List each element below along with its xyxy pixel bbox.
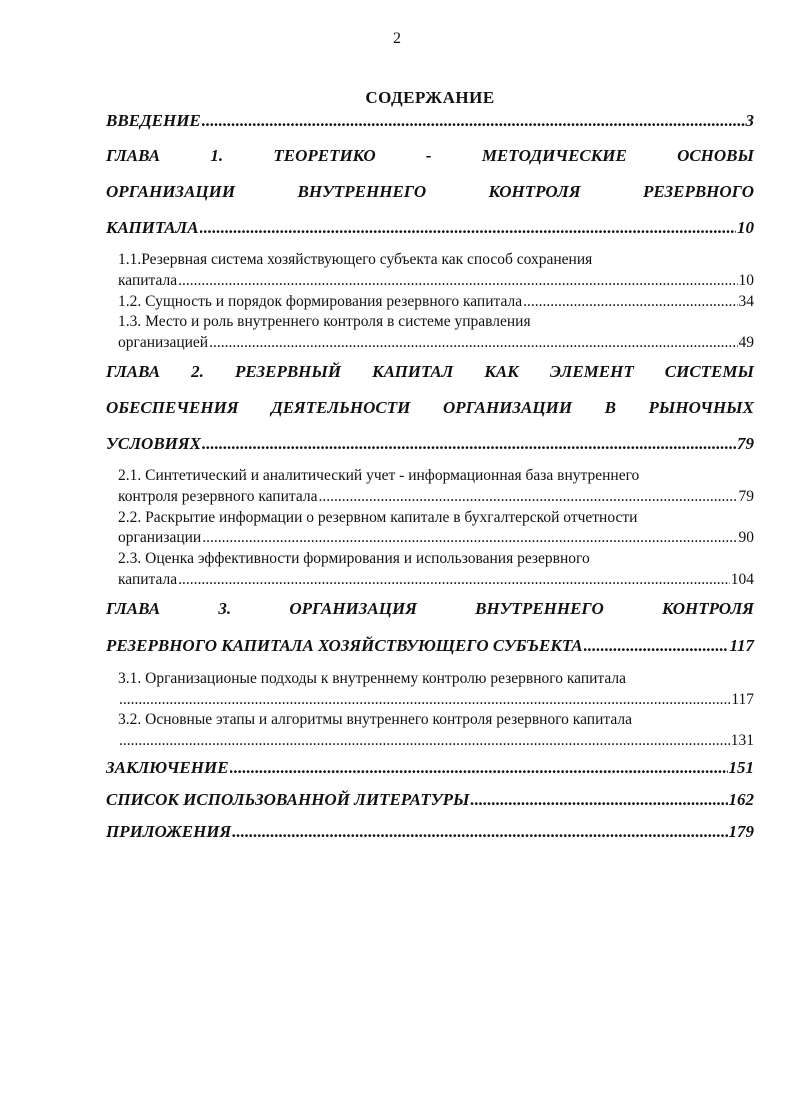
toc-entry-chapter-2[interactable] bbox=[106, 354, 754, 462]
section-title: 1.3. Место и роль внутреннего контроля в системе управления bbox=[118, 313, 531, 331]
section-page: 104 bbox=[730, 570, 754, 588]
section-title-cont: организации bbox=[118, 529, 202, 547]
dot-leader bbox=[470, 784, 727, 816]
entry-title: ЗАКЛЮЧЕНИЕ bbox=[106, 757, 229, 777]
entry-page: 162 bbox=[728, 789, 754, 809]
entry-page: 179 bbox=[728, 821, 754, 841]
dot-leader bbox=[202, 426, 736, 462]
dot-leader bbox=[119, 690, 730, 711]
entry-page: 117 bbox=[729, 635, 754, 655]
page-number: 2 bbox=[393, 30, 401, 47]
dot-leader bbox=[209, 333, 737, 354]
entry-title: СПИСОК ИСПОЛЬЗОВАННОЙ ЛИТЕРАТУРЫ bbox=[106, 789, 470, 809]
toc-section-2-2[interactable] bbox=[118, 508, 754, 550]
toc-entry-bibliography[interactable] bbox=[106, 784, 754, 816]
entry-title: ВВЕДЕНИЕ bbox=[106, 111, 201, 130]
table-of-contents bbox=[106, 108, 754, 848]
dot-leader bbox=[584, 627, 729, 665]
chapter-title-line: ОРГАНИЗАЦИИ ВНУТРЕННЕГО КОНТРОЛЯ РЕЗЕРВНОГО bbox=[106, 182, 754, 201]
chapter-title-line: КАПИТАЛА bbox=[106, 218, 199, 237]
section-page: 117 bbox=[731, 690, 754, 708]
dot-leader bbox=[523, 292, 737, 313]
section-title: 2.1. Синтетический и аналитический учет - информационная база внутреннего bbox=[118, 466, 640, 484]
section-title-cont: капитала bbox=[118, 570, 178, 588]
entry-page: 79 bbox=[737, 433, 754, 453]
dot-leader bbox=[230, 752, 728, 784]
chapter-title-line: ГЛАВА 2. РЕЗЕРВНЫЙ КАПИТАЛ КАК ЭЛЕМЕНТ СИСТЕМЫ bbox=[106, 361, 754, 381]
section-page: 49 bbox=[738, 334, 754, 352]
entry-title: ПРИЛОЖЕНИЯ bbox=[106, 821, 232, 841]
entry-page: 10 bbox=[737, 218, 754, 237]
dot-leader bbox=[202, 108, 745, 134]
section-title: 3.1. Организационые подходы к внутреннему контролю резервного капитала bbox=[118, 669, 627, 687]
toc-section-1-1[interactable] bbox=[118, 250, 754, 292]
toc-title: СОДЕРЖАНИЕ bbox=[365, 88, 495, 107]
toc-entry-conclusion[interactable] bbox=[106, 752, 754, 784]
dot-leader bbox=[200, 210, 736, 246]
section-page: 10 bbox=[738, 271, 754, 289]
dot-leader bbox=[318, 487, 737, 508]
toc-section-3-1[interactable] bbox=[118, 669, 754, 711]
chapter-title-line: УСЛОВИЯХ bbox=[106, 433, 201, 453]
section-title: 1.2. Сущность и порядок формирования резервного капитала bbox=[118, 292, 523, 310]
toc-section-2-1[interactable] bbox=[118, 466, 754, 508]
dot-leader bbox=[178, 271, 737, 292]
section-title: 2.2. Раскрытие информации о резервном капитале в бухгалтерской отчетности bbox=[118, 508, 638, 526]
toc-section-3-2[interactable] bbox=[118, 710, 754, 752]
section-page: 131 bbox=[730, 732, 754, 750]
section-title-cont: капитала bbox=[118, 271, 178, 289]
dot-leader bbox=[232, 816, 727, 848]
chapter-title-line: ОБЕСПЕЧЕНИЯ ДЕЯТЕЛЬНОСТИ ОРГАНИЗАЦИИ В РЫНОЧНЫХ bbox=[106, 397, 754, 417]
section-title: 2.3. Оценка эффективности формирования и использования резервного bbox=[118, 550, 590, 568]
entry-page: 151 bbox=[728, 757, 754, 777]
toc-section-2-3[interactable] bbox=[118, 549, 754, 591]
toc-entry-chapter-3[interactable] bbox=[106, 591, 754, 665]
entry-page: 3 bbox=[745, 111, 754, 130]
section-title: 3.2. Основные этапы и алгоритмы внутреннего контроля резервного капитала bbox=[118, 711, 632, 729]
section-title: 1.1.Резервная система хозяйствующего субъекта как способ сохранения bbox=[118, 251, 593, 268]
dot-leader bbox=[202, 528, 737, 549]
toc-entry-chapter-1[interactable] bbox=[106, 138, 754, 246]
toc-section-1-2[interactable] bbox=[118, 292, 754, 313]
chapter-title-line: ГЛАВА 1. ТЕОРЕТИКО - МЕТОДИЧЕСКИЕ ОСНОВЫ bbox=[106, 146, 754, 165]
section-page: 90 bbox=[738, 529, 754, 547]
section-page: 34 bbox=[738, 292, 754, 310]
toc-entry-intro[interactable] bbox=[106, 108, 754, 134]
section-title-cont: организацией bbox=[118, 334, 209, 352]
chapter-title-line: ГЛАВА 3. ОРГАНИЗАЦИЯ ВНУТРЕННЕГО КОНТРОЛЯ bbox=[106, 598, 754, 618]
toc-section-1-3[interactable] bbox=[118, 312, 754, 354]
toc-entry-appendices[interactable] bbox=[106, 816, 754, 848]
dot-leader bbox=[178, 570, 730, 591]
section-page: 79 bbox=[738, 487, 754, 505]
section-title-cont: контроля резервного капитала bbox=[118, 487, 318, 505]
dot-leader bbox=[119, 731, 730, 752]
chapter-title-line: РЕЗЕРВНОГО КАПИТАЛА ХОЗЯЙСТВУЮЩЕГО СУБЪЕКТА bbox=[106, 635, 583, 655]
